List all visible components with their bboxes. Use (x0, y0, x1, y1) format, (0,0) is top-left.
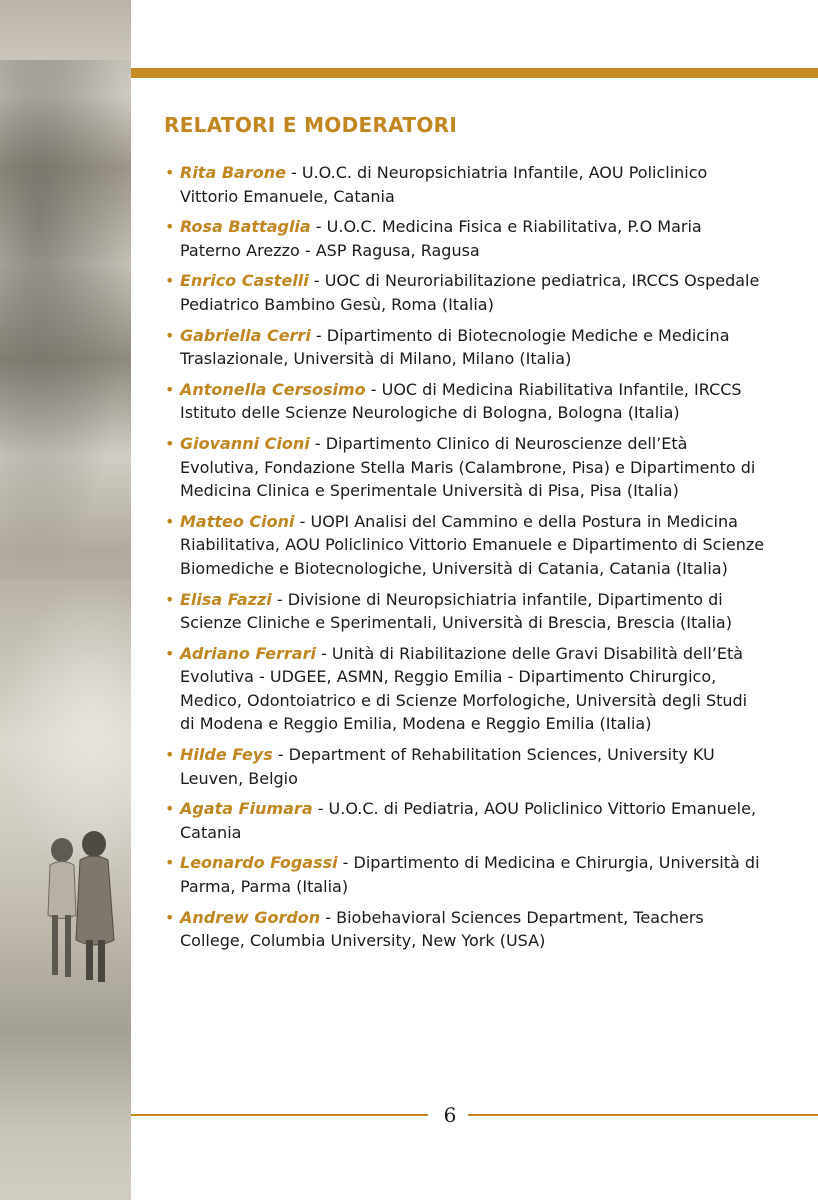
bullet-icon: • (165, 799, 175, 819)
speaker-item (165, 588, 765, 635)
bullet-icon: • (165, 433, 175, 453)
speaker-affiliation: - Department of Rehabilitation Sciences, University KU Leuven, Belgio (180, 745, 715, 788)
page-number: 6 (443, 1103, 457, 1127)
speaker-affiliation: - Dipartimento di Medicina e Chirurgia, Università di Parma, Parma (Italia) (180, 853, 760, 897)
speaker-item (165, 324, 765, 371)
speaker-affiliation: - UOC di Medicina Riabilitativa Infantile, IRCCS Istituto delle Scienze Neurologiche di Bologna, Bologna (Italia) (180, 379, 742, 423)
speaker-name: Hilde Feys (180, 745, 273, 765)
speaker-name: Antonella Cersosimo (180, 379, 366, 399)
bullet-icon: • (165, 163, 175, 182)
footer-rule-right (468, 1114, 818, 1116)
tree-foliage-shading (0, 60, 131, 580)
bullet-icon: • (165, 853, 175, 873)
speaker-item (165, 215, 765, 262)
speaker-affiliation: - Divisione di Neuropsichiatria infantile, Dipartimento di Scienze Cliniche e Sperimentali, Università di Brescia, Brescia (Italia) (180, 589, 732, 633)
bullet-icon: • (165, 217, 175, 237)
speaker-name: Agata Fiumara (180, 799, 313, 819)
bullet-icon: • (165, 325, 175, 345)
speaker-item (165, 510, 765, 581)
footer-rule-left (131, 1114, 428, 1116)
speaker-name: Elisa Fazzi (180, 589, 272, 609)
speaker-item (165, 432, 765, 503)
speaker-item (165, 906, 765, 953)
speaker-affiliation: - U.O.C. Medicina Fisica e Riabilitativa, P.O Maria Paterno Arezzo - ASP Ragusa, Ragusa (180, 217, 702, 260)
speaker-name: Matteo Cioni (180, 511, 295, 531)
speaker-affiliation: - UOC di Neuroriabilitazione pediatrica, IRCCS Ospedale Pediatrico Bambino Gesù, Roma (Italia) (180, 271, 760, 314)
top-rule (131, 68, 818, 78)
section-title: RELATORI E MODERATORI (164, 113, 458, 137)
speaker-affiliation: - UOPI Analisi del Cammino e della Postura in Medicina Riabilitativa, AOU Policlinico Vittorio Emanuele e Dipartimento di Scienze Biomediche e Biotecnologiche, Università di Catania, Catania (Italia) (180, 511, 765, 578)
speaker-affiliation: - Dipartimento Clinico di Neuroscienze dell’Età Evolutiva, Fondazione Stella Maris (Calambrone, Pisa) e Dipartimento di Medicina Clinica e Sperimentale Università di Pisa, Pisa (Italia) (180, 433, 756, 501)
speaker-name: Giovanni Cioni (180, 433, 310, 453)
speaker-name: Leonardo Fogassi (180, 853, 338, 873)
speaker-item (165, 269, 765, 316)
speaker-item (165, 378, 765, 425)
speaker-affiliation: - U.O.C. di Neuropsichiatria Infantile, AOU Policlinico Vittorio Emanuele, Catania (180, 163, 708, 206)
speaker-affiliation: - Dipartimento di Biotecnologie Mediche e Medicina Traslazionale, Università di Milano, Milano (Italia) (180, 325, 730, 369)
speaker-list (165, 161, 765, 960)
speaker-item (165, 642, 765, 736)
speaker-item (165, 797, 765, 844)
speaker-name: Rita Barone (180, 163, 286, 182)
speaker-affiliation: - Unità di Riabilitazione delle Gravi Disabilità dell’Età Evolutiva - UDGEE, ASMN, Reggio Emilia - Dipartimento Chirurgico, Medico, Odontoiatrico e di Scienze Morfologiche, Università degli Studi di Modena e Reggio Emilia, Modena e Reggio Emilia (Italia) (180, 643, 748, 734)
speaker-item (165, 851, 765, 898)
bullet-icon: • (165, 511, 175, 531)
speaker-affiliation: - U.O.C. di Pediatria, AOU Policlinico Vittorio Emanuele, Catania (180, 799, 757, 842)
speaker-name: Adriano Ferrari (180, 643, 316, 663)
children-figures-illustration (30, 830, 120, 990)
side-photo-strip (0, 0, 131, 1200)
speaker-item (165, 161, 765, 208)
speaker-name: Andrew Gordon (180, 907, 321, 927)
speaker-name: Enrico Castelli (180, 271, 309, 291)
speaker-affiliation: - Biobehavioral Sciences Department, Teachers College, Columbia University, New York (USA) (180, 907, 704, 951)
speaker-name: Gabriella Cerri (180, 325, 311, 345)
bullet-icon: • (165, 589, 175, 609)
bullet-icon: • (165, 907, 175, 927)
speaker-name: Rosa Battaglia (180, 217, 311, 237)
speaker-item (165, 743, 765, 790)
bullet-icon: • (165, 379, 175, 399)
bullet-icon: • (165, 271, 175, 291)
bullet-icon: • (165, 643, 175, 663)
bullet-icon: • (165, 745, 175, 765)
